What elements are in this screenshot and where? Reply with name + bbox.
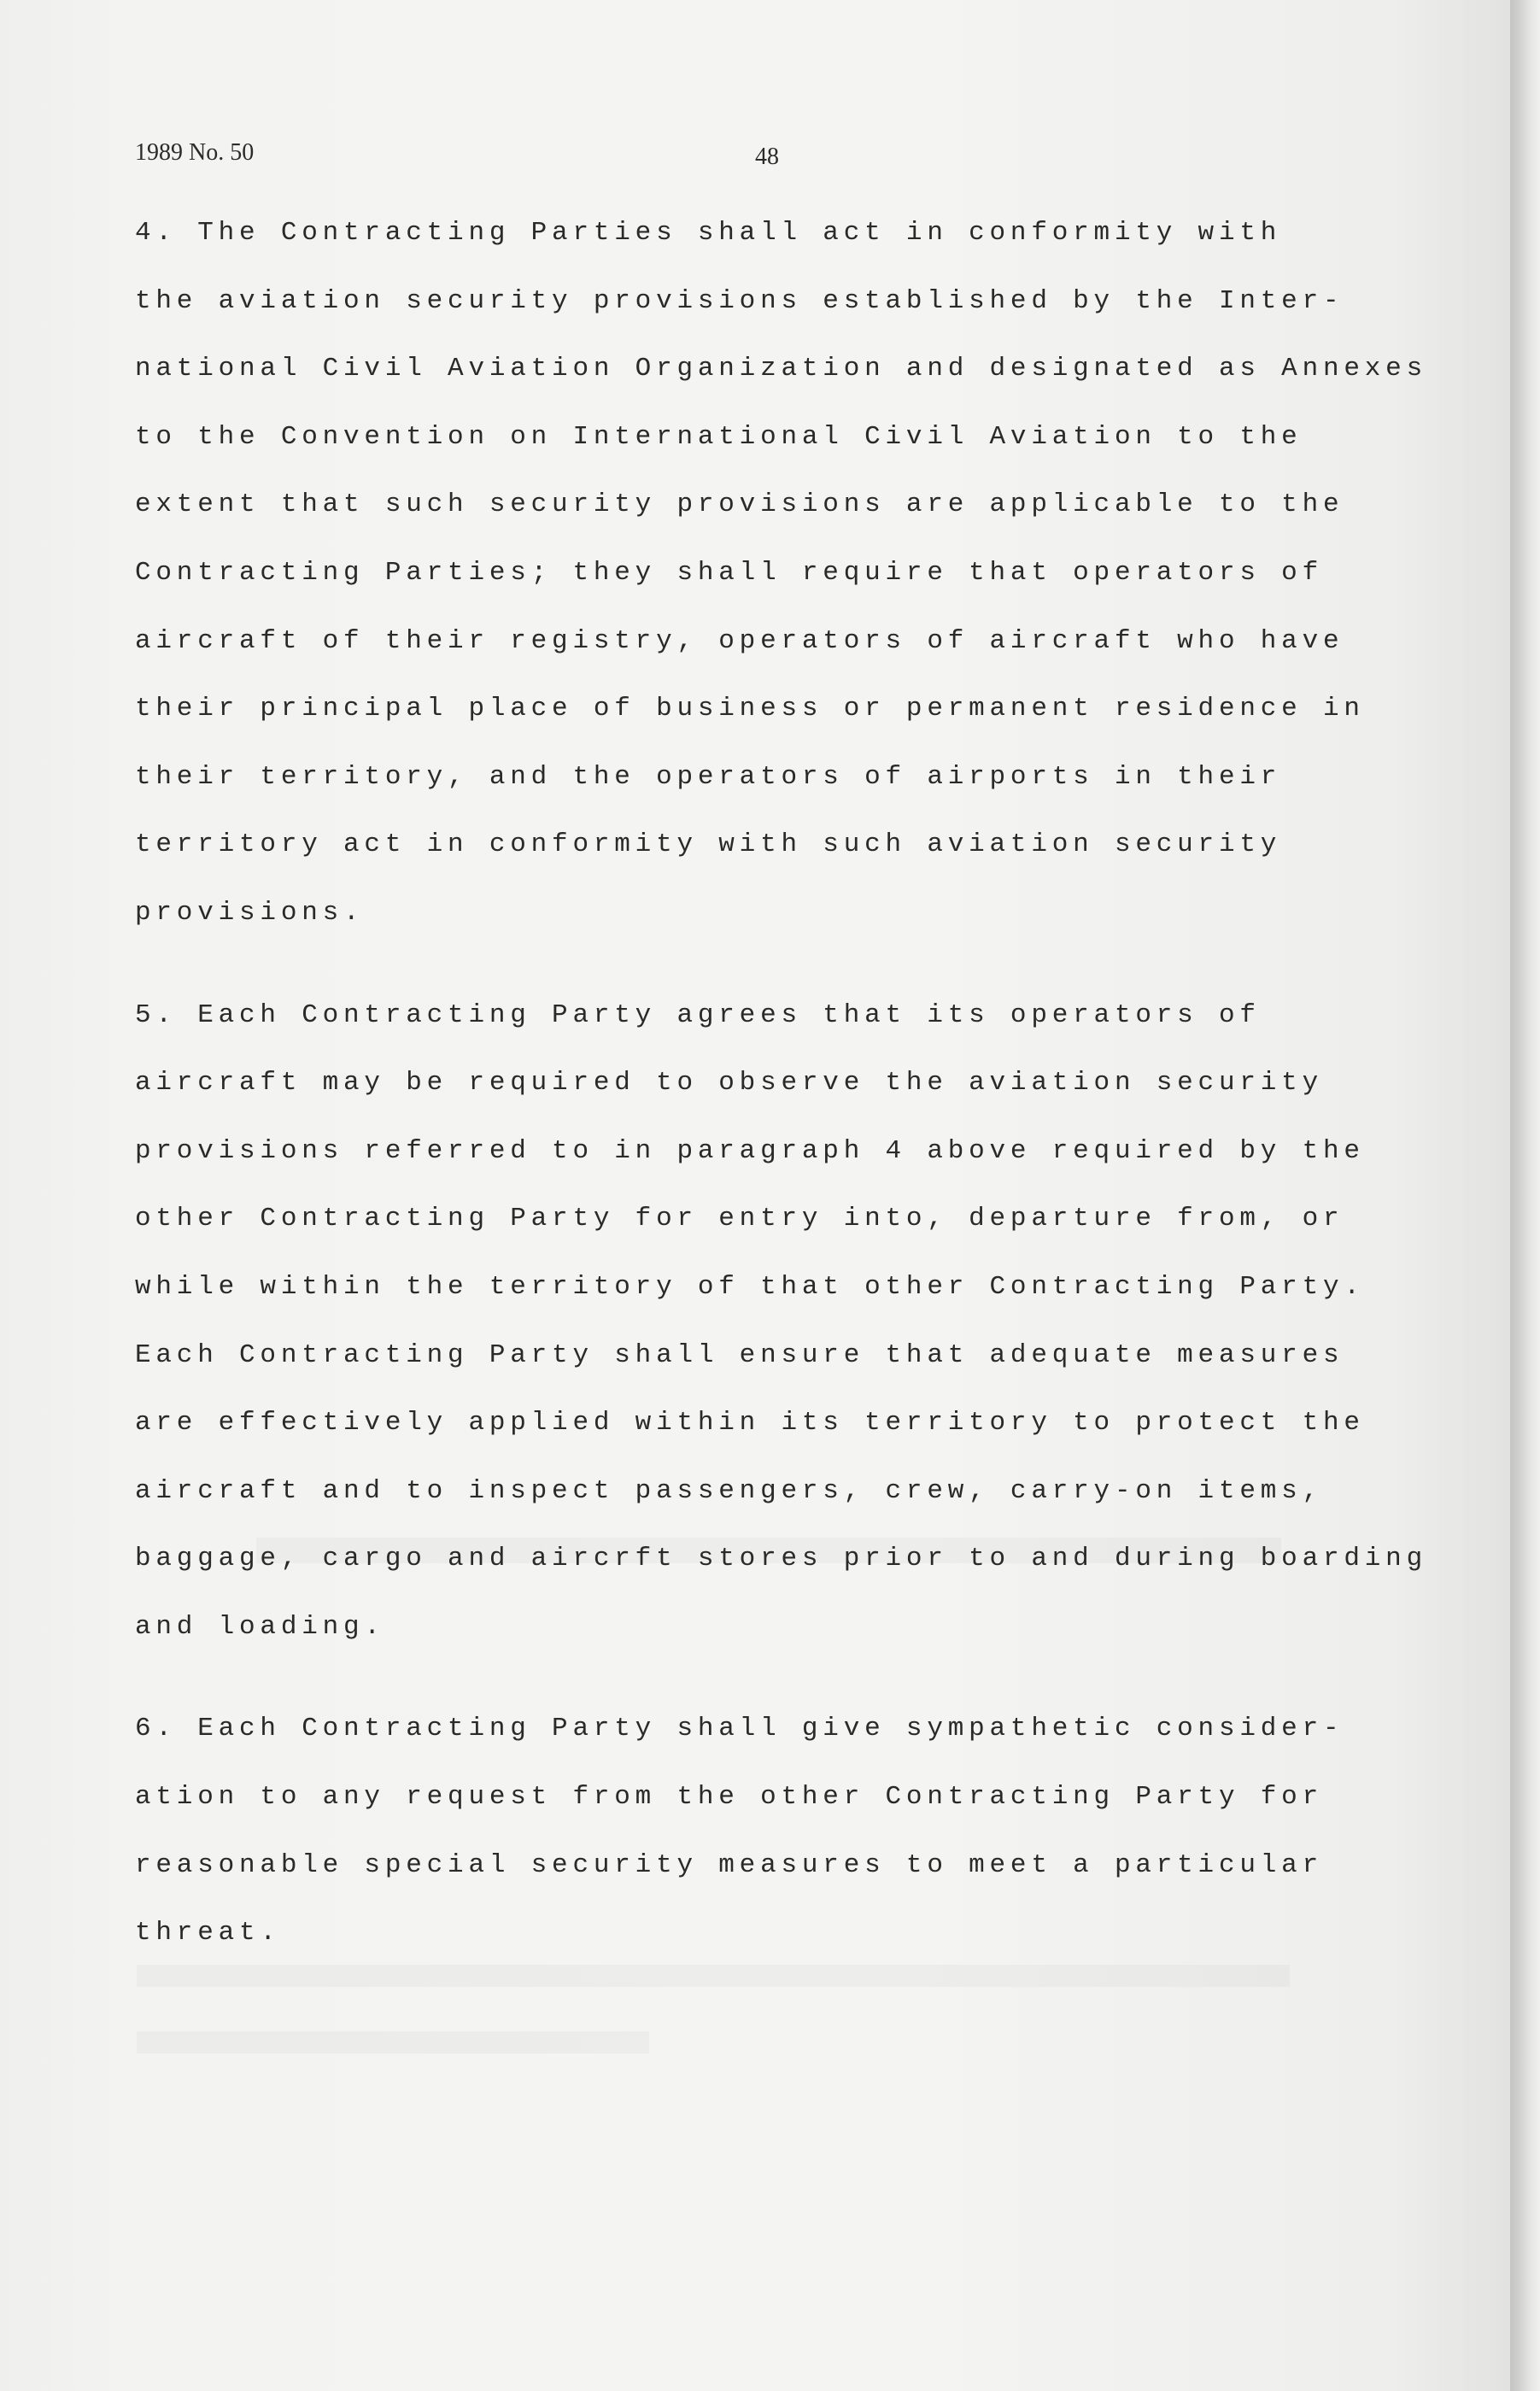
text-line: and loading. bbox=[135, 1611, 385, 1642]
text-line: aircraft of their registry, operators of aircraft who have bbox=[135, 625, 1344, 656]
text-line: 6. Each Contracting Party shall give sympathetic consider- bbox=[135, 1714, 1344, 1744]
paragraph-5 bbox=[135, 982, 1427, 1661]
document-series-number: 1989 No. 50 bbox=[135, 139, 255, 166]
text-line: their principal place of business or permanent residence in bbox=[135, 694, 1365, 724]
show-through-bleed bbox=[137, 1965, 1290, 1987]
text-line: reasonable special security measures to meet a particular bbox=[135, 1849, 1323, 1880]
text-line: provisions referred to in paragraph 4 above required by the bbox=[135, 1135, 1365, 1166]
text-line: aircraft and to inspect passengers, crew, carry-on items, bbox=[135, 1475, 1323, 1506]
text-line: Each Contracting Party shall ensure that adequate measures bbox=[135, 1339, 1344, 1370]
text-line: extent that such security provisions are applicable to the bbox=[135, 489, 1344, 520]
paragraph-6 bbox=[135, 1695, 1399, 1966]
text-line: provisions. bbox=[135, 897, 365, 928]
document-body bbox=[135, 199, 1427, 1967]
paragraph-spacer bbox=[135, 1661, 1399, 1695]
text-line: aircraft may be required to observe the aviation security bbox=[135, 1068, 1323, 1099]
page-number: 48 bbox=[755, 144, 779, 170]
text-line: to the Convention on International Civil Aviation to the bbox=[135, 421, 1303, 452]
text-line: while within the territory of that other Contracting Party. bbox=[135, 1271, 1365, 1302]
binding-edge bbox=[1510, 0, 1540, 2391]
text-line: national Civil Aviation Organization and designated as Annexes bbox=[135, 354, 1427, 384]
text-line: Contracting Parties; they shall require that operators of bbox=[135, 557, 1323, 588]
paragraph-4 bbox=[135, 199, 1427, 947]
text-line: territory act in conformity with such aviation security bbox=[135, 829, 1282, 860]
text-line: other Contracting Party for entry into, departure from, or bbox=[135, 1204, 1344, 1234]
text-line: ation to any request from the other Contracting Party for bbox=[135, 1782, 1323, 1813]
text-line: baggage, cargo and aircrft stores prior to and during boarding bbox=[135, 1544, 1427, 1574]
text-line: threat. bbox=[135, 1918, 281, 1949]
text-line: 5. Each Contracting Party agrees that its operators of bbox=[135, 999, 1261, 1030]
text-line: are effectively applied within its territory to protect the bbox=[135, 1408, 1365, 1439]
paragraph-spacer bbox=[135, 947, 1399, 982]
show-through-bleed bbox=[137, 2031, 649, 2054]
text-line: 4. The Contracting Parties shall act in conformity with bbox=[135, 218, 1282, 248]
text-line: their territory, and the operators of airports in their bbox=[135, 761, 1282, 792]
text-line: the aviation security provisions established by the Inter- bbox=[135, 285, 1344, 316]
